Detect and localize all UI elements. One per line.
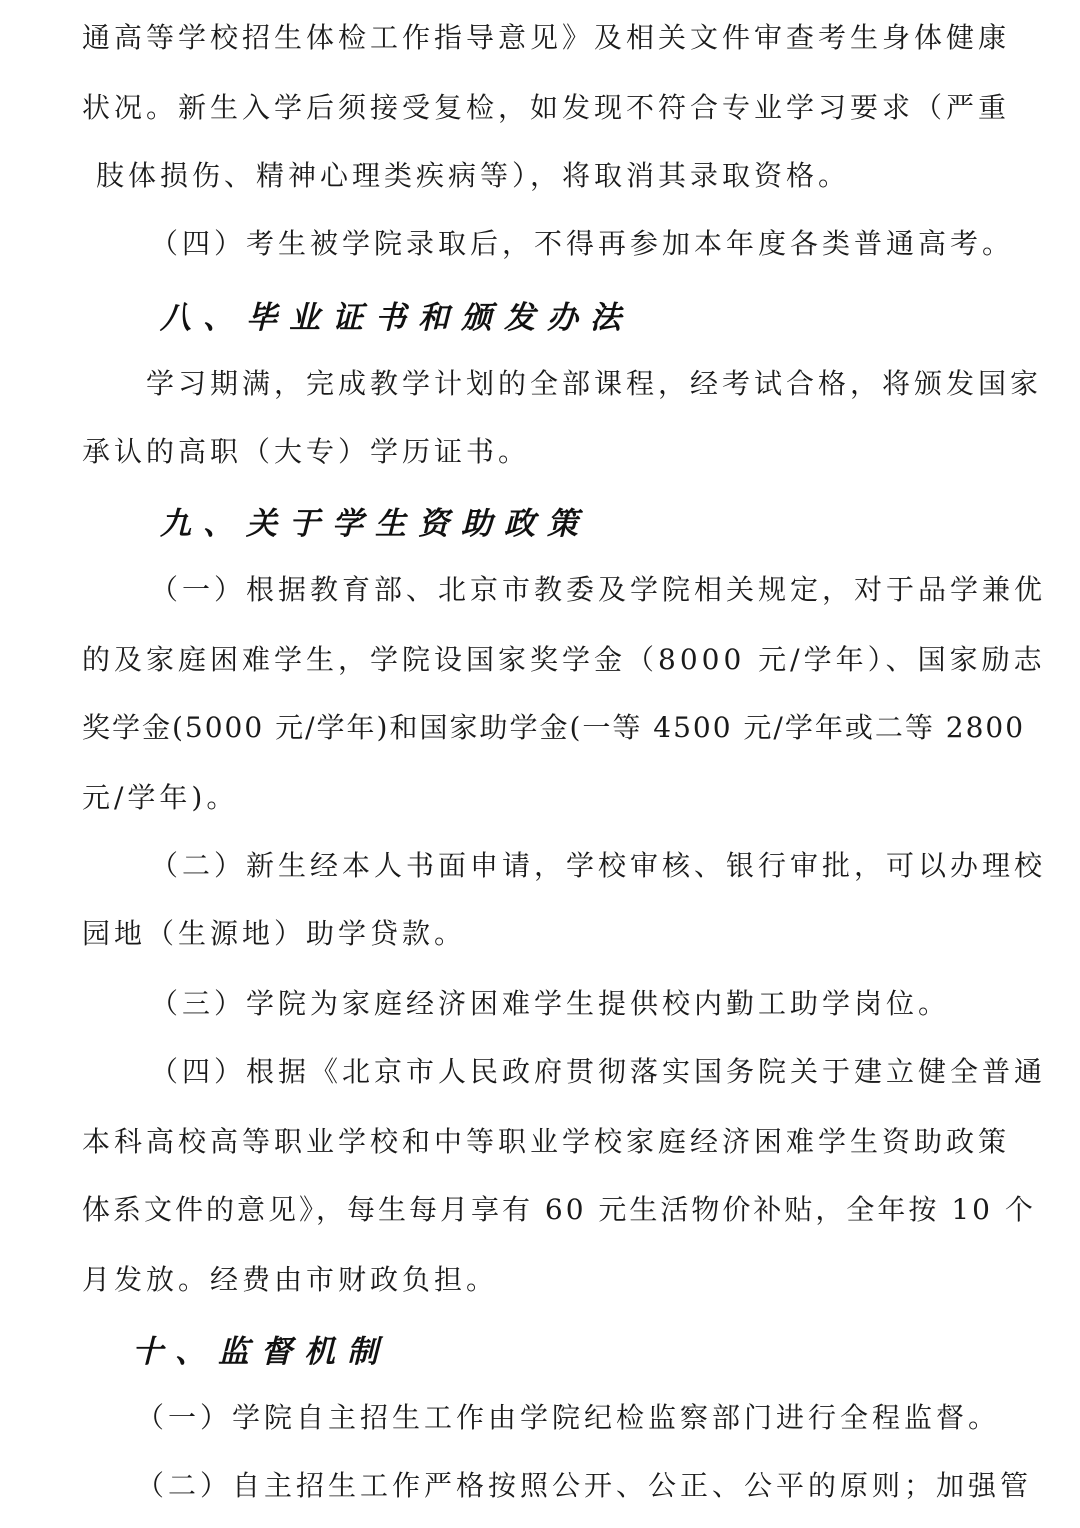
paragraph-line: 状况。新生入学后须接受复检，如发现不符合专业学习要求（严重 [82, 91, 1011, 124]
section-heading-10: 十、监督机制 [132, 1334, 390, 1370]
section-heading-9: 九、关于学生资助政策 [160, 506, 590, 542]
paragraph-line: 承认的高职（大专）学历证书。 [82, 435, 531, 468]
paragraph-line: （一）根据教育部、北京市教委及学院相关规定，对于品学兼优 [150, 573, 1047, 606]
paragraph-line: （四）根据《北京市人民政府贯彻落实国务院关于建立健全普通 [150, 1055, 1047, 1088]
paragraph-line: （三）学院为家庭经济困难学生提供校内勤工助学岗位。 [150, 987, 951, 1020]
paragraph-line: 元/学年)。 [82, 781, 239, 814]
paragraph-line: 学习期满，完成教学计划的全部课程，经考试合格，将颁发国家 [146, 367, 1043, 400]
paragraph-line: 园地（生源地）助学贷款。 [82, 917, 467, 950]
paragraph-line: 奖学金(5000 元/学年)和国家助学金(一等 4500 元/学年或二等 2800 [82, 711, 1026, 744]
paragraph-line: 本科高校高等职业学校和中等职业学校家庭经济困难学生资助政策 [82, 1125, 1011, 1158]
paragraph-line: （四）考生被学院录取后，不得再参加本年度各类普通高考。 [150, 227, 1015, 260]
paragraph-line: （一）学院自主招生工作由学院纪检监察部门进行全程监督。 [136, 1401, 1001, 1434]
paragraph-line: 月发放。经费由市财政负担。 [82, 1263, 499, 1296]
paragraph-line: （二）自主招生工作严格按照公开、公正、公平的原则；加强管 [136, 1469, 1033, 1502]
paragraph-line: 肢体损伤、精神心理类疾病等），将取消其录取资格。 [96, 159, 851, 192]
paragraph-line: 体系文件的意见》，每生每月享有 60 元生活物价补贴，全年按 10 个 [82, 1193, 1036, 1226]
paragraph-line: 通高等学校招生体检工作指导意见》及相关文件审查考生身体健康 [82, 21, 1011, 54]
section-heading-8: 八、毕业证书和颁发办法 [160, 300, 633, 336]
paragraph-line: （二）新生经本人书面申请，学校审核、银行审批，可以办理校 [150, 849, 1047, 882]
paragraph-line: 的及家庭困难学生，学院设国家奖学金（8000 元/学年）、国家励志 [82, 643, 1046, 676]
